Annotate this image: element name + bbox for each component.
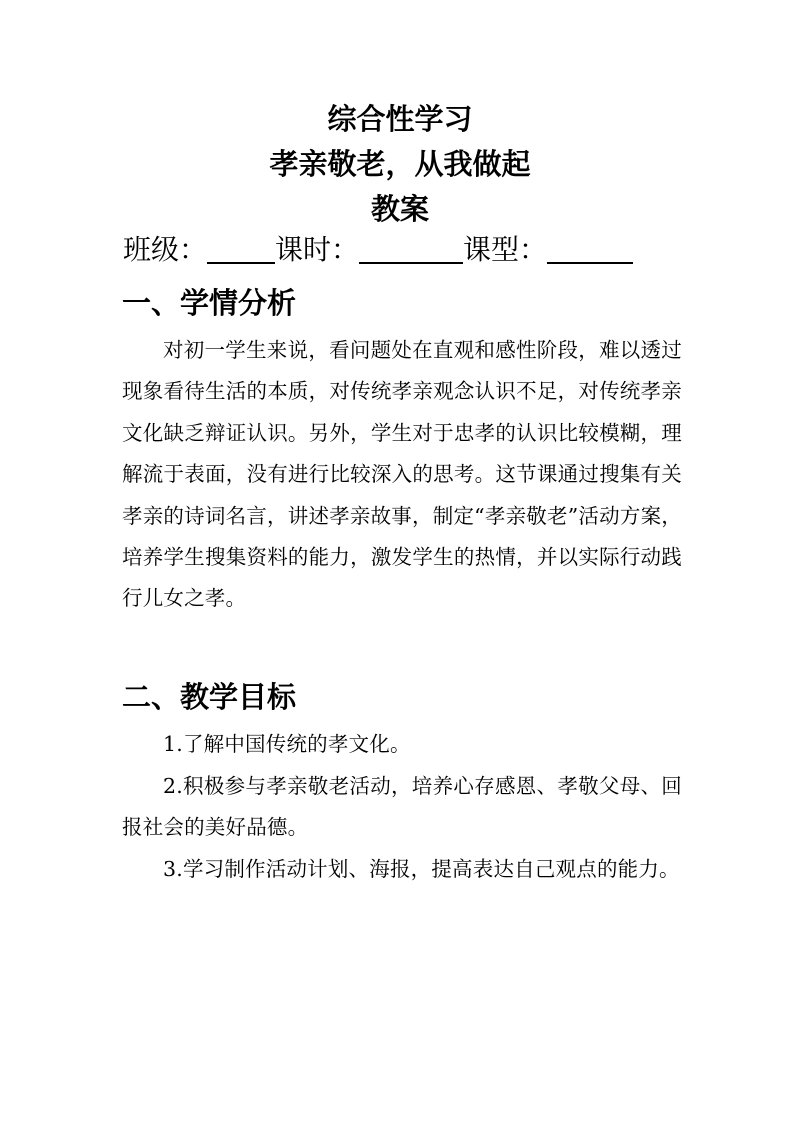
goal-item-1: 1.了解中国传统的孝文化。 bbox=[163, 732, 411, 756]
class-blank-field bbox=[207, 236, 275, 264]
section-heading-goals: 二、教学目标 bbox=[122, 680, 297, 714]
class-info-line bbox=[123, 228, 633, 268]
analysis-paragraph: 对初一学生来说，看问题处在直观和感性阶段，难以透过现象看待生活的本质，对传统孝亲观念认识不足，对传统孝亲文化缺乏辩证认识。另外，学生对于忠孝的认识比较模糊，理解流于表面，没有进行比较深入的思考。这节课通过搜集有关孝亲的诗词名言，讲述孝亲故事，制定“孝亲敬老”活动方案，培养学生搜集资料的能力，激发学生的热情，并以实际行动践行儿女之孝。 bbox=[122, 338, 682, 611]
class-label: 班级： bbox=[123, 233, 208, 266]
title-category: 综合性学习 bbox=[327, 102, 473, 136]
type-blank-field bbox=[547, 236, 633, 264]
goal-item-2: 2.积极参与孝亲敬老活动，培养心存感恩、孝敬父母、回报社会的美好品德。 bbox=[122, 774, 682, 840]
goal-item-3: 3.学习制作活动计划、海报，提高表达自己观点的能力。 bbox=[163, 857, 680, 881]
period-label: 课时： bbox=[275, 233, 360, 266]
title-doc-type: 教案 bbox=[370, 192, 429, 226]
period-blank-field bbox=[359, 236, 463, 264]
type-label: 课型： bbox=[463, 233, 548, 266]
section-heading-analysis: 一、学情分析 bbox=[122, 286, 297, 320]
title-theme: 孝亲敬老，从我做起 bbox=[269, 147, 531, 181]
